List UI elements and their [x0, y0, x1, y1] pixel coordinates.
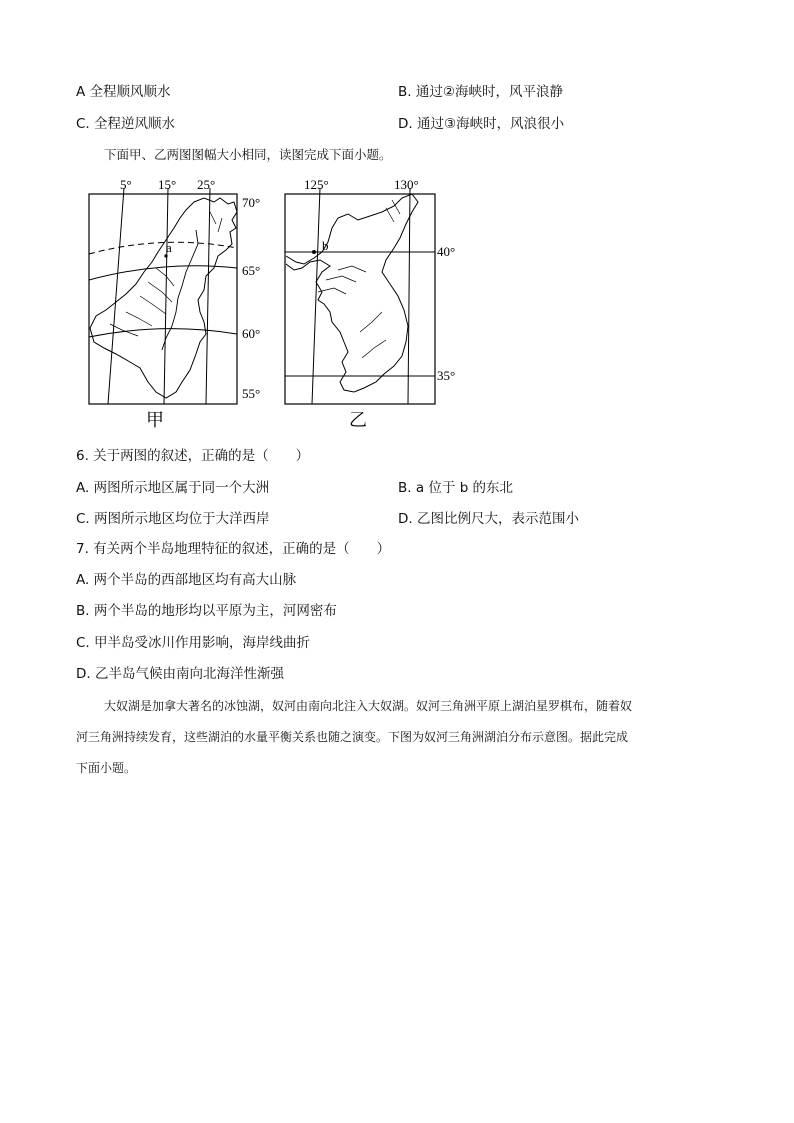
- q6-option-b: B. a 位于 b 的东北: [398, 480, 514, 496]
- q7-option-b: B. 两个半岛的地形均以平原为主，河网密布: [76, 603, 337, 619]
- intro-lake-line3: 下面小题。: [76, 761, 137, 775]
- prev-option-b: B. 通过②海峡时，风平浪静: [398, 84, 563, 100]
- intro-maps: 下面甲、乙两图图幅大小相同，读图完成下面小题。: [104, 147, 392, 162]
- prev-option-c: C. 全程逆风顺水: [76, 116, 176, 132]
- map-yi-lon-label: 130°: [394, 177, 419, 192]
- intro-lake-line2: 河三角洲持续发育，这些湖泊的水量平衡关系也随之演变。下图为奴河三角洲湖泊分布示意图。据此完成: [76, 730, 629, 744]
- intro-lake-line1: 大奴湖是加拿大著名的冰蚀湖，奴河由南向北注入大奴湖。奴河三角洲平原上湖泊星罗棋布，随着奴: [104, 699, 633, 713]
- map-jia-lat-label: 55°: [242, 386, 261, 401]
- q7-option-c: C. 甲半岛受冰川作用影响，海岸线曲折: [76, 635, 311, 651]
- q6-option-d: D. 乙图比例尺大，表示范围小: [398, 511, 579, 527]
- map-jia: [86, 172, 276, 432]
- q6-option-a: A. 两图所示地区属于同一个大洲: [76, 480, 270, 496]
- q6-option-c: C. 两图所示地区均位于大洋西岸: [76, 511, 270, 527]
- map-jia-name: 甲: [146, 410, 164, 431]
- map-jia-point-label: a: [166, 240, 172, 255]
- map-jia-lon-label: 15°: [158, 177, 177, 192]
- q7-option-a: A. 两个半岛的西部地区均有高大山脉: [76, 572, 297, 588]
- prev-option-d: D. 通过③海峡时，风浪很小: [398, 116, 565, 132]
- prev-option-a: A 全程顺风顺水: [76, 84, 171, 100]
- map-yi: [282, 172, 472, 432]
- q7-stem: 7. 有关两个半岛地理特征的叙述，正确的是（ ）: [76, 541, 391, 557]
- map-yi-lat-label: 35°: [437, 368, 456, 383]
- q7-option-d: D. 乙半岛气候由南向北海洋性渐强: [76, 666, 284, 682]
- map-yi-lon-label: 125°: [304, 177, 329, 192]
- map-jia-lon-label: 5°: [120, 177, 132, 192]
- map-jia-lat-label: 70°: [242, 195, 261, 210]
- map-jia-lon-label: 25°: [197, 177, 216, 192]
- map-jia-lat-label: 60°: [242, 326, 261, 341]
- map-yi-lat-label: 40°: [437, 244, 456, 259]
- map-yi-point-label: b: [322, 238, 329, 253]
- map-yi-name: 乙: [349, 410, 367, 431]
- q6-stem: 6. 关于两图的叙述，正确的是（ ）: [76, 448, 310, 464]
- map-jia-lat-label: 65°: [242, 263, 261, 278]
